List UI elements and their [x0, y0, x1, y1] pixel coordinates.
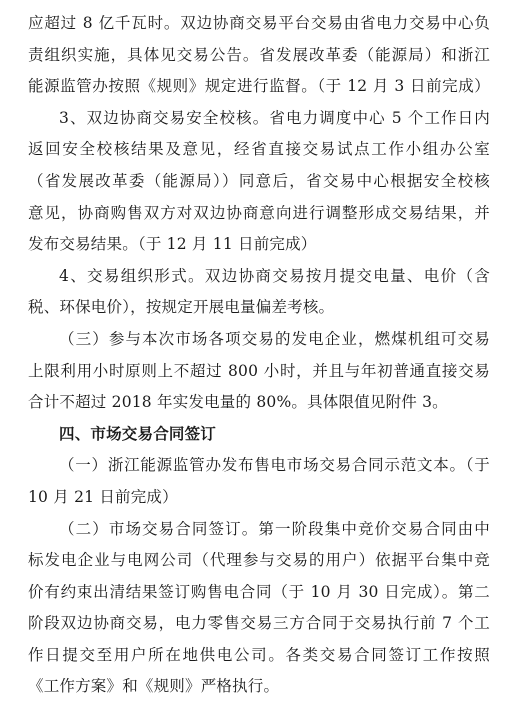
- paragraph-line: 作日提交至用户所在地供电公司。各类交易合同签订工作按照: [28, 645, 490, 664]
- paragraph-line: 税、环保电价），按规定开展电量偏差考核。: [28, 298, 335, 317]
- section-heading: 四、市场交易合同签订: [59, 424, 217, 443]
- paragraph-line: 合计不超过 2018 年实发电量的 80%。具体限值见附件 3。: [28, 393, 448, 412]
- paragraph-line: 能源监管办按照《规则》规定进行监督。（于 12 月 3 日前完成）: [28, 77, 490, 96]
- paragraph-line: （一）浙江能源监管办发布售电市场交易合同示范文本。（于: [59, 456, 490, 475]
- paragraph-line: 《工作方案》和《规则》严格执行。: [28, 677, 280, 696]
- paragraph-line: 3、双边协商交易安全校核。省电力调度中心 5 个工作日内: [59, 108, 490, 127]
- paragraph-line: 4、交易组织形式。双边协商交易按月提交电量、电价（含: [59, 266, 490, 285]
- paragraph-line: 意见，协商购售双方对双边协商意向进行调整形成交易结果，并: [28, 203, 490, 222]
- paragraph-line: 阶段双边协商交易，电力零售交易三方合同于交易执行前 7 个工: [28, 614, 490, 633]
- paragraph-line: 标发电企业与电网公司（代理参与交易的用户）依据平台集中竞: [28, 551, 490, 570]
- paragraph-line: 上限利用小时原则上不超过 800 小时，并且与年初普通直接交易: [28, 361, 490, 380]
- paragraph-line: （二）市场交易合同签订。第一阶段集中竞价交易合同由中: [59, 519, 490, 538]
- paragraph-line: （省发展改革委（能源局））同意后，省交易中心根据安全校核: [28, 171, 490, 190]
- paragraph-line: 发布交易结果。（于 12 月 11 日前完成）: [28, 235, 317, 254]
- paragraph-line: 责组织实施，具体见交易公告。省发展改革委（能源局）和浙江: [28, 45, 490, 64]
- document-body: [28, 8, 490, 703]
- paragraph-line: 价有约束出清结果签订购售电合同（于 10 月 30 日完成）。第二: [28, 582, 490, 601]
- paragraph-line: （三）参与本次市场各项交易的发电企业，燃煤机组可交易: [59, 329, 490, 348]
- paragraph-line: 10 月 21 日前完成）: [28, 487, 178, 506]
- paragraph-line: 应超过 8 亿千瓦时。双边协商交易平台交易由省电力交易中心负: [28, 14, 490, 32]
- paragraph-line: 返回安全校核结果及意见，经省直接交易试点工作小组办公室: [28, 140, 490, 159]
